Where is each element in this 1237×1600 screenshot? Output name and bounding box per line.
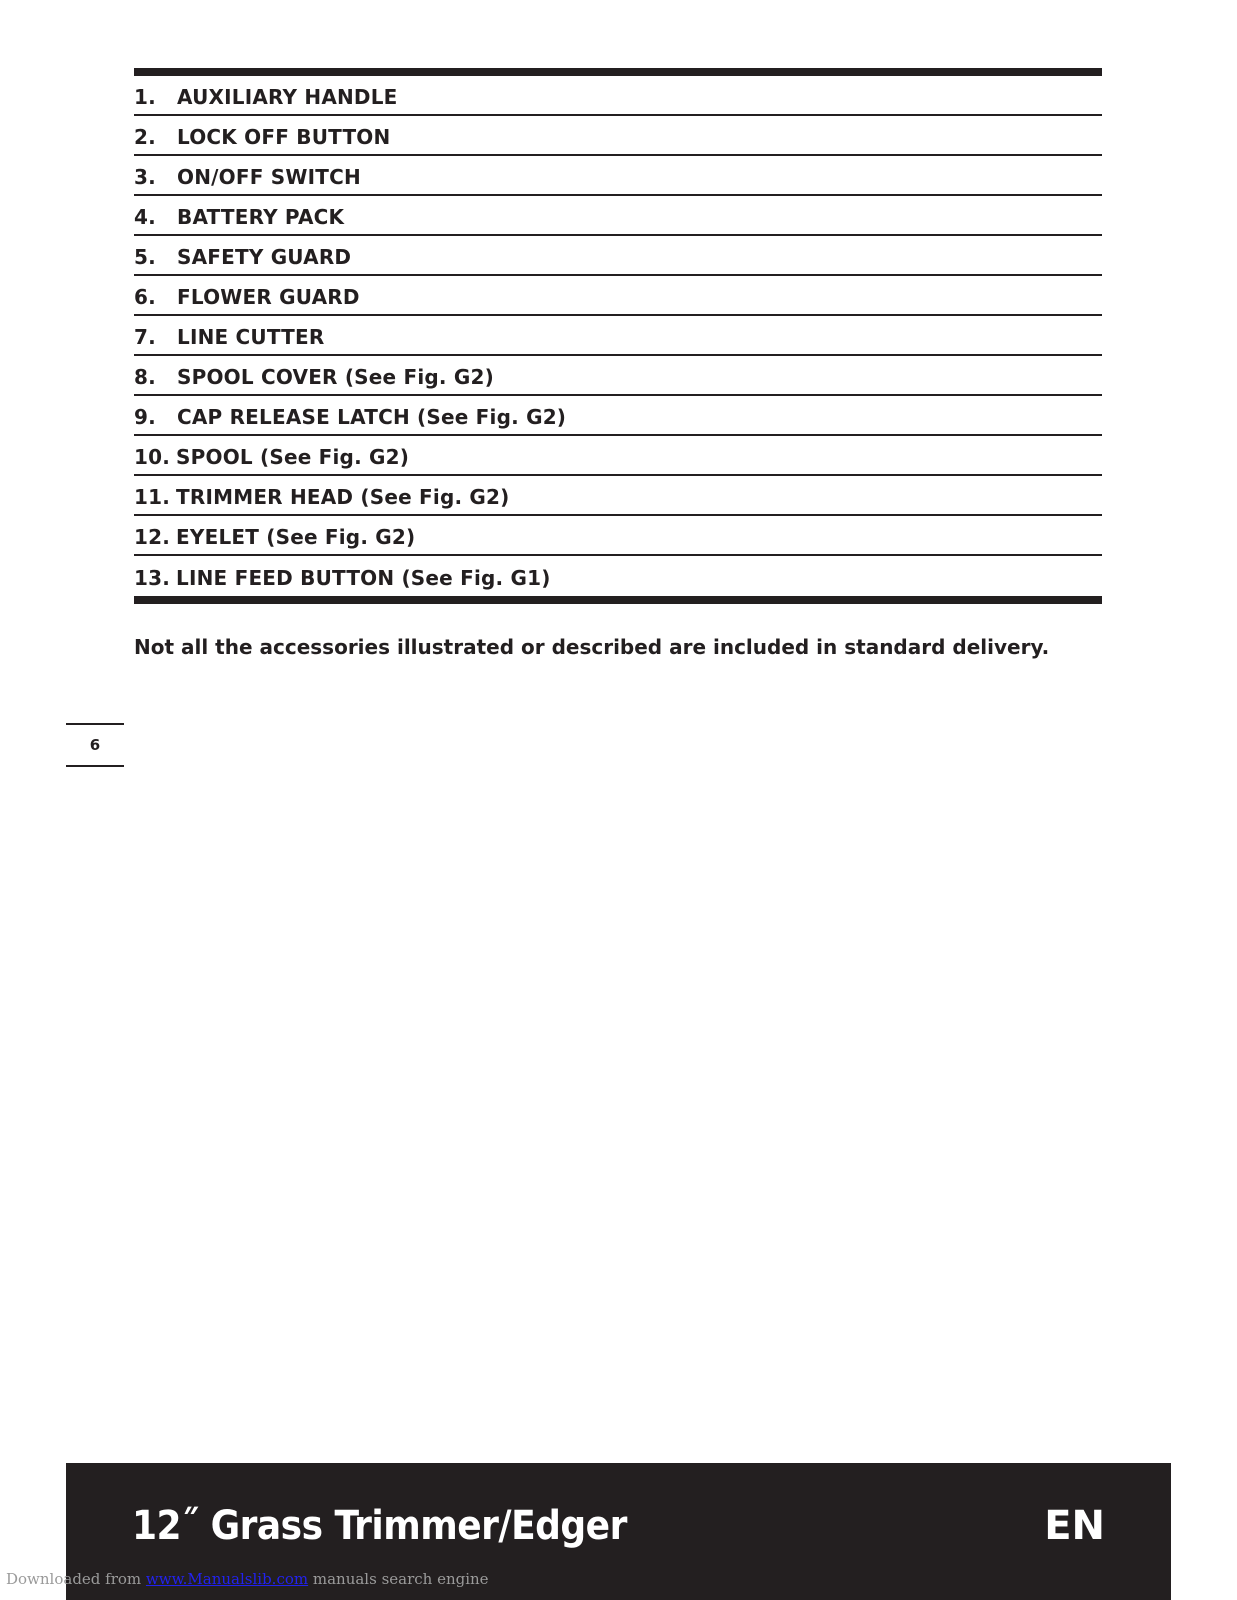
part-label: LINE CUTTER (177, 325, 325, 349)
part-row (134, 436, 1102, 476)
part-number: 4. (134, 205, 156, 229)
part-row (134, 396, 1102, 436)
part-number: 6. (134, 285, 156, 309)
part-label: ON/OFF SWITCH (177, 165, 361, 189)
language-code: EN (1044, 1503, 1105, 1549)
part-row (134, 236, 1102, 276)
delivery-note: Not all the accessories illustrated or described are included in standard delivery. (134, 635, 1050, 659)
part-number: 11. (134, 485, 171, 509)
download-watermark (6, 1570, 489, 1588)
part-label: TRIMMER HEAD (See Fig. G2) (176, 485, 510, 509)
part-label: FLOWER GUARD (177, 285, 360, 309)
page-number-text: 6 (89, 736, 101, 754)
part-row (134, 316, 1102, 356)
part-label: SAFETY GUARD (177, 245, 352, 269)
part-number: 13. (134, 566, 171, 590)
part-label: LOCK OFF BUTTON (177, 125, 391, 149)
part-label: AUXILIARY HANDLE (177, 85, 398, 109)
part-number: 8. (134, 365, 156, 389)
product-title: 12˝ Grass Trimmer/Edger (132, 1503, 627, 1549)
manualslib-link[interactable]: www.Manualslib.com (145, 1570, 309, 1588)
part-number: 9. (134, 405, 156, 429)
part-row (134, 356, 1102, 396)
part-number: 2. (134, 125, 156, 149)
part-label: SPOOL (See Fig. G2) (176, 445, 410, 469)
part-row (134, 76, 1102, 116)
part-number: 3. (134, 165, 156, 189)
part-row (134, 156, 1102, 196)
part-number: 10. (134, 445, 171, 469)
part-number: 1. (134, 85, 156, 109)
part-row (134, 556, 1102, 596)
page-number (66, 723, 124, 767)
part-label: BATTERY PACK (177, 205, 345, 229)
part-row (134, 476, 1102, 516)
part-number: 7. (134, 325, 156, 349)
part-number: 12. (134, 525, 171, 549)
part-row (134, 516, 1102, 556)
watermark-prefix: Downloaded from (6, 1570, 146, 1588)
part-label: SPOOL COVER (See Fig. G2) (177, 365, 494, 389)
parts-list (134, 68, 1102, 604)
watermark-suffix: manuals search engine (308, 1570, 489, 1588)
part-row (134, 116, 1102, 156)
part-label: CAP RELEASE LATCH (See Fig. G2) (177, 405, 567, 429)
part-row (134, 196, 1102, 236)
part-row (134, 276, 1102, 316)
part-number: 5. (134, 245, 156, 269)
part-label: EYELET (See Fig. G2) (176, 525, 416, 549)
part-label: LINE FEED BUTTON (See Fig. G1) (176, 566, 551, 590)
